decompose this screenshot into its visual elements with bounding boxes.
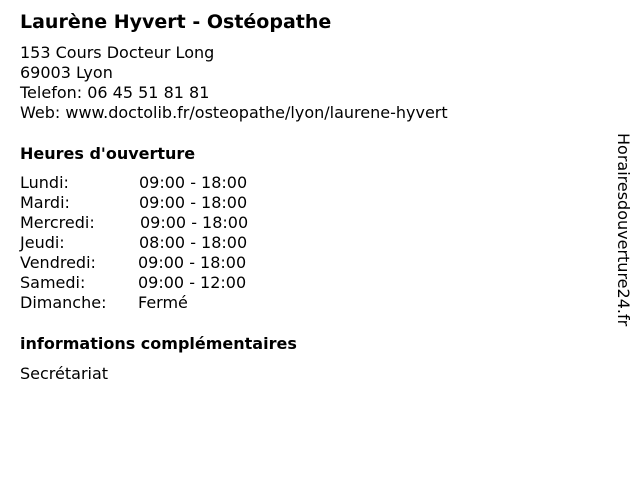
hours-value: Fermé: [138, 293, 188, 312]
additional-info-text: Secrétariat: [20, 364, 109, 383]
day-label: Vendredi:: [20, 253, 96, 272]
business-title: Laurène Hyvert - Ostéopathe: [20, 11, 332, 33]
hours-row-saturday: [20, 273, 320, 293]
additional-info-heading: informations complémentaires: [20, 334, 297, 353]
hours-value: 09:00 - 18:00: [139, 173, 248, 192]
side-watermark: [613, 133, 633, 345]
website-link[interactable]: Web: www.doctolib.fr/osteopathe/lyon/laurene-hyvert: [20, 103, 448, 122]
address-city: 69003 Lyon: [20, 63, 113, 82]
opening-hours-heading: Heures d'ouverture: [20, 144, 196, 163]
hours-row-sunday: [20, 293, 320, 313]
hours-row-tuesday: [20, 193, 320, 213]
hours-row-wednesday: [20, 213, 320, 233]
day-label: Lundi:: [20, 173, 69, 192]
address-street: 153 Cours Docteur Long: [20, 43, 215, 62]
hours-row-thursday: [20, 233, 320, 253]
watermark-text: Horairesdouverture24.fr: [614, 133, 633, 327]
hours-row-friday: [20, 253, 320, 273]
phone-number: Telefon: 06 45 51 81 81: [20, 83, 210, 102]
hours-value: 09:00 - 18:00: [139, 193, 248, 212]
day-label: Mercredi:: [20, 213, 95, 232]
day-label: Dimanche:: [20, 293, 107, 312]
day-label: Jeudi:: [20, 233, 65, 252]
day-label: Samedi:: [20, 273, 86, 292]
hours-row-monday: [20, 173, 320, 193]
hours-value: 09:00 - 18:00: [138, 253, 247, 272]
hours-value: 08:00 - 18:00: [139, 233, 248, 252]
hours-value: 09:00 - 18:00: [140, 213, 249, 232]
hours-value: 09:00 - 12:00: [138, 273, 247, 292]
day-label: Mardi:: [20, 193, 70, 212]
